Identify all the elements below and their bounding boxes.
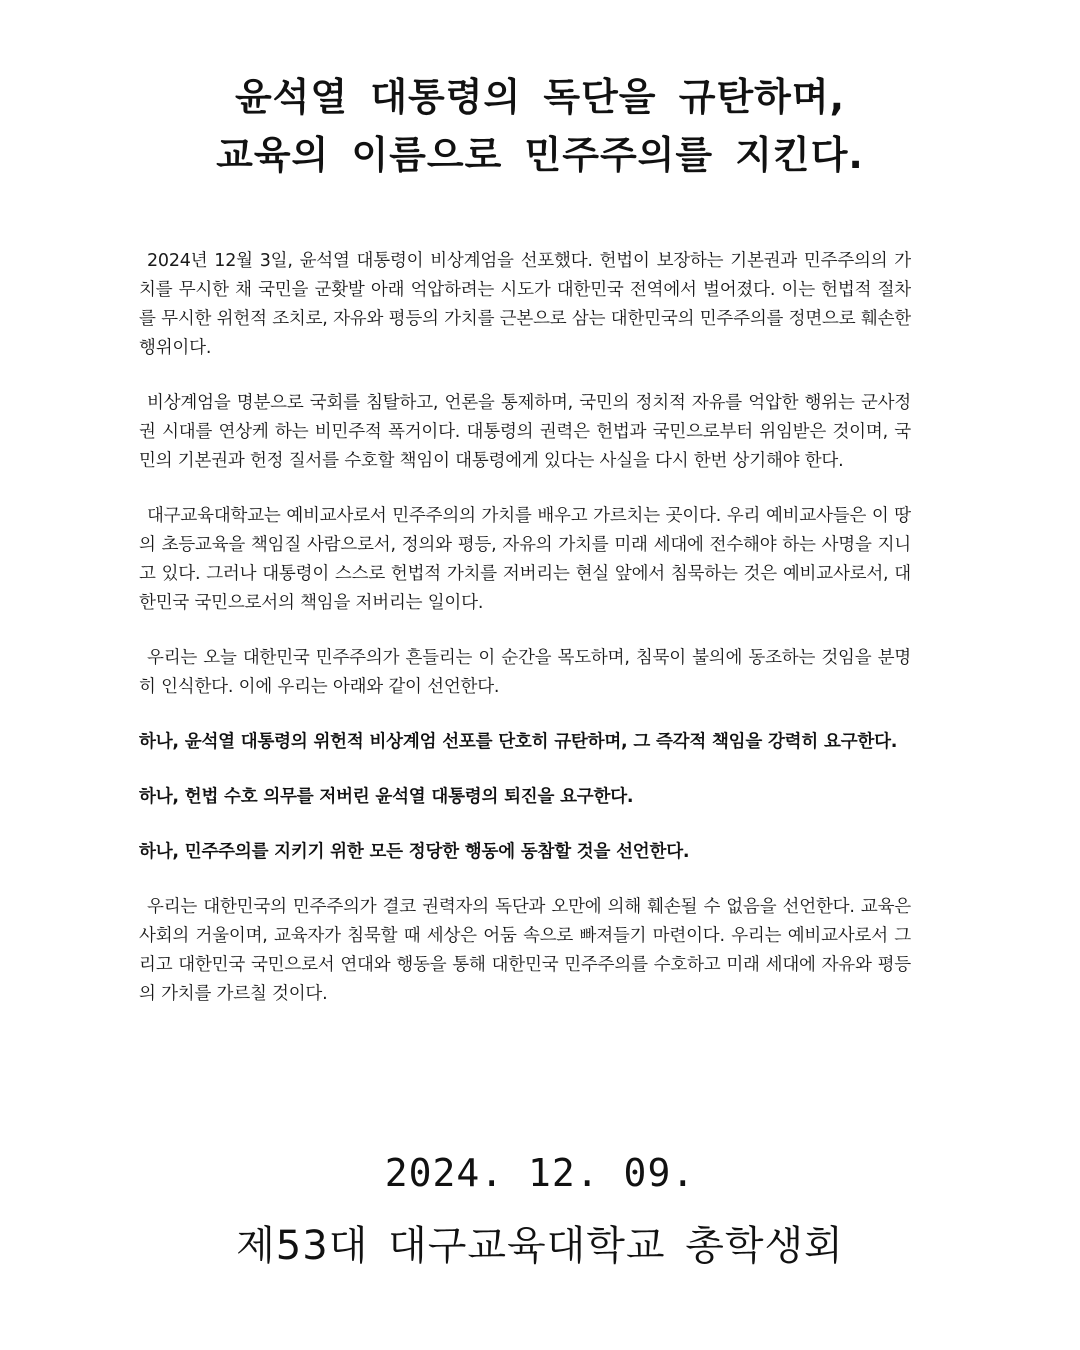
paragraph-intro: 2024년 12월 3일, 윤석열 대통령이 비상계엄을 선포했다. 헌법이 보장하는 기본권과 민주주의의 가치를 무시한 채 국민을 군홧발 아래 억압하려는 시도가 대한민국 전역에서 벌어졌다. 이는 헌법적 절차를 무시한 위헌적 조치로, 자유와 평등의 가치를 근본으로 삼는 대한민국의 민주주의를 정면으로 훼손한 행위이다.	[139, 251, 911, 358]
statement-title	[0, 68, 1080, 184]
paragraph-closing: 우리는 대한민국의 민주주의가 결코 권력자의 독단과 오만에 의해 훼손될 수 없음을 선언한다. 교육은 사회의 거울이며, 교육자가 침묵할 때 세상은 어둠 속으로 빠져들기 마련이다. 우리는 예비교사로서 그리고 대한민국 국민으로서 연대와 행동을 통해 대한민국 민주주의를 수호하고 미래 세대에 자유와 평등의 가치를 가르칠 것이다.	[139, 897, 911, 1004]
paragraph-declaration-lead: 우리는 오늘 대한민국 민주주의가 흔들리는 이 순간을 목도하며, 침묵이 불의에 동조하는 것임을 분명히 인식한다. 이에 우리는 아래와 같이 선언한다.	[139, 648, 911, 697]
statement-body	[139, 247, 911, 1035]
paragraph-criticism: 비상계엄을 명분으로 국회를 침탈하고, 언론을 통제하며, 국민의 정치적 자유를 억압한 행위는 군사정권 시대를 연상케 하는 비민주적 폭거이다. 대통령의 권력은 헌법과 국민으로부터 위임받은 것이며, 국민의 기본권과 헌정 질서를 수호할 책임이 대통령에게 있다는 사실을 다시 한번 상기해야 한다.	[139, 393, 911, 471]
resolution-item: 하나, 윤석열 대통령의 위헌적 비상계엄 선포를 단호히 규탄하며, 그 즉각적 책임을 강력히 요구한다.	[139, 732, 898, 752]
statement-signature	[0, 1148, 1080, 1272]
resolution-item: 하나, 민주주의를 지키기 위한 모든 정당한 행동에 동참할 것을 선언한다.	[139, 842, 690, 862]
paragraph-university: 대구교육대학교는 예비교사로서 민주주의의 가치를 배우고 가르치는 곳이다. 우리 예비교사들은 이 땅의 초등교육을 책임질 사람으로서, 정의와 평등, 자유의 가치를 미래 세대에 전수해야 하는 사명을 지니고 있다. 그러나 대통령이 스스로 헌법적 가치를 저버리는 현실 앞에서 침묵하는 것은 예비교사로서, 대한민국 국민으로서의 책임을 저버리는 일이다.	[139, 506, 911, 613]
title-line-1: 윤석열 대통령의 독단을 규탄하며,	[234, 75, 846, 119]
issuing-organization: 제53대 대구교육대학교 총학생회	[236, 1223, 844, 1269]
title-line-2: 교육의 이름으로 민주주의를 지킨다.	[216, 133, 864, 177]
statement-date: 2024. 12. 09.	[384, 1151, 696, 1195]
resolution-item: 하나, 헌법 수호 의무를 저버린 윤석열 대통령의 퇴진을 요구한다.	[139, 787, 634, 807]
